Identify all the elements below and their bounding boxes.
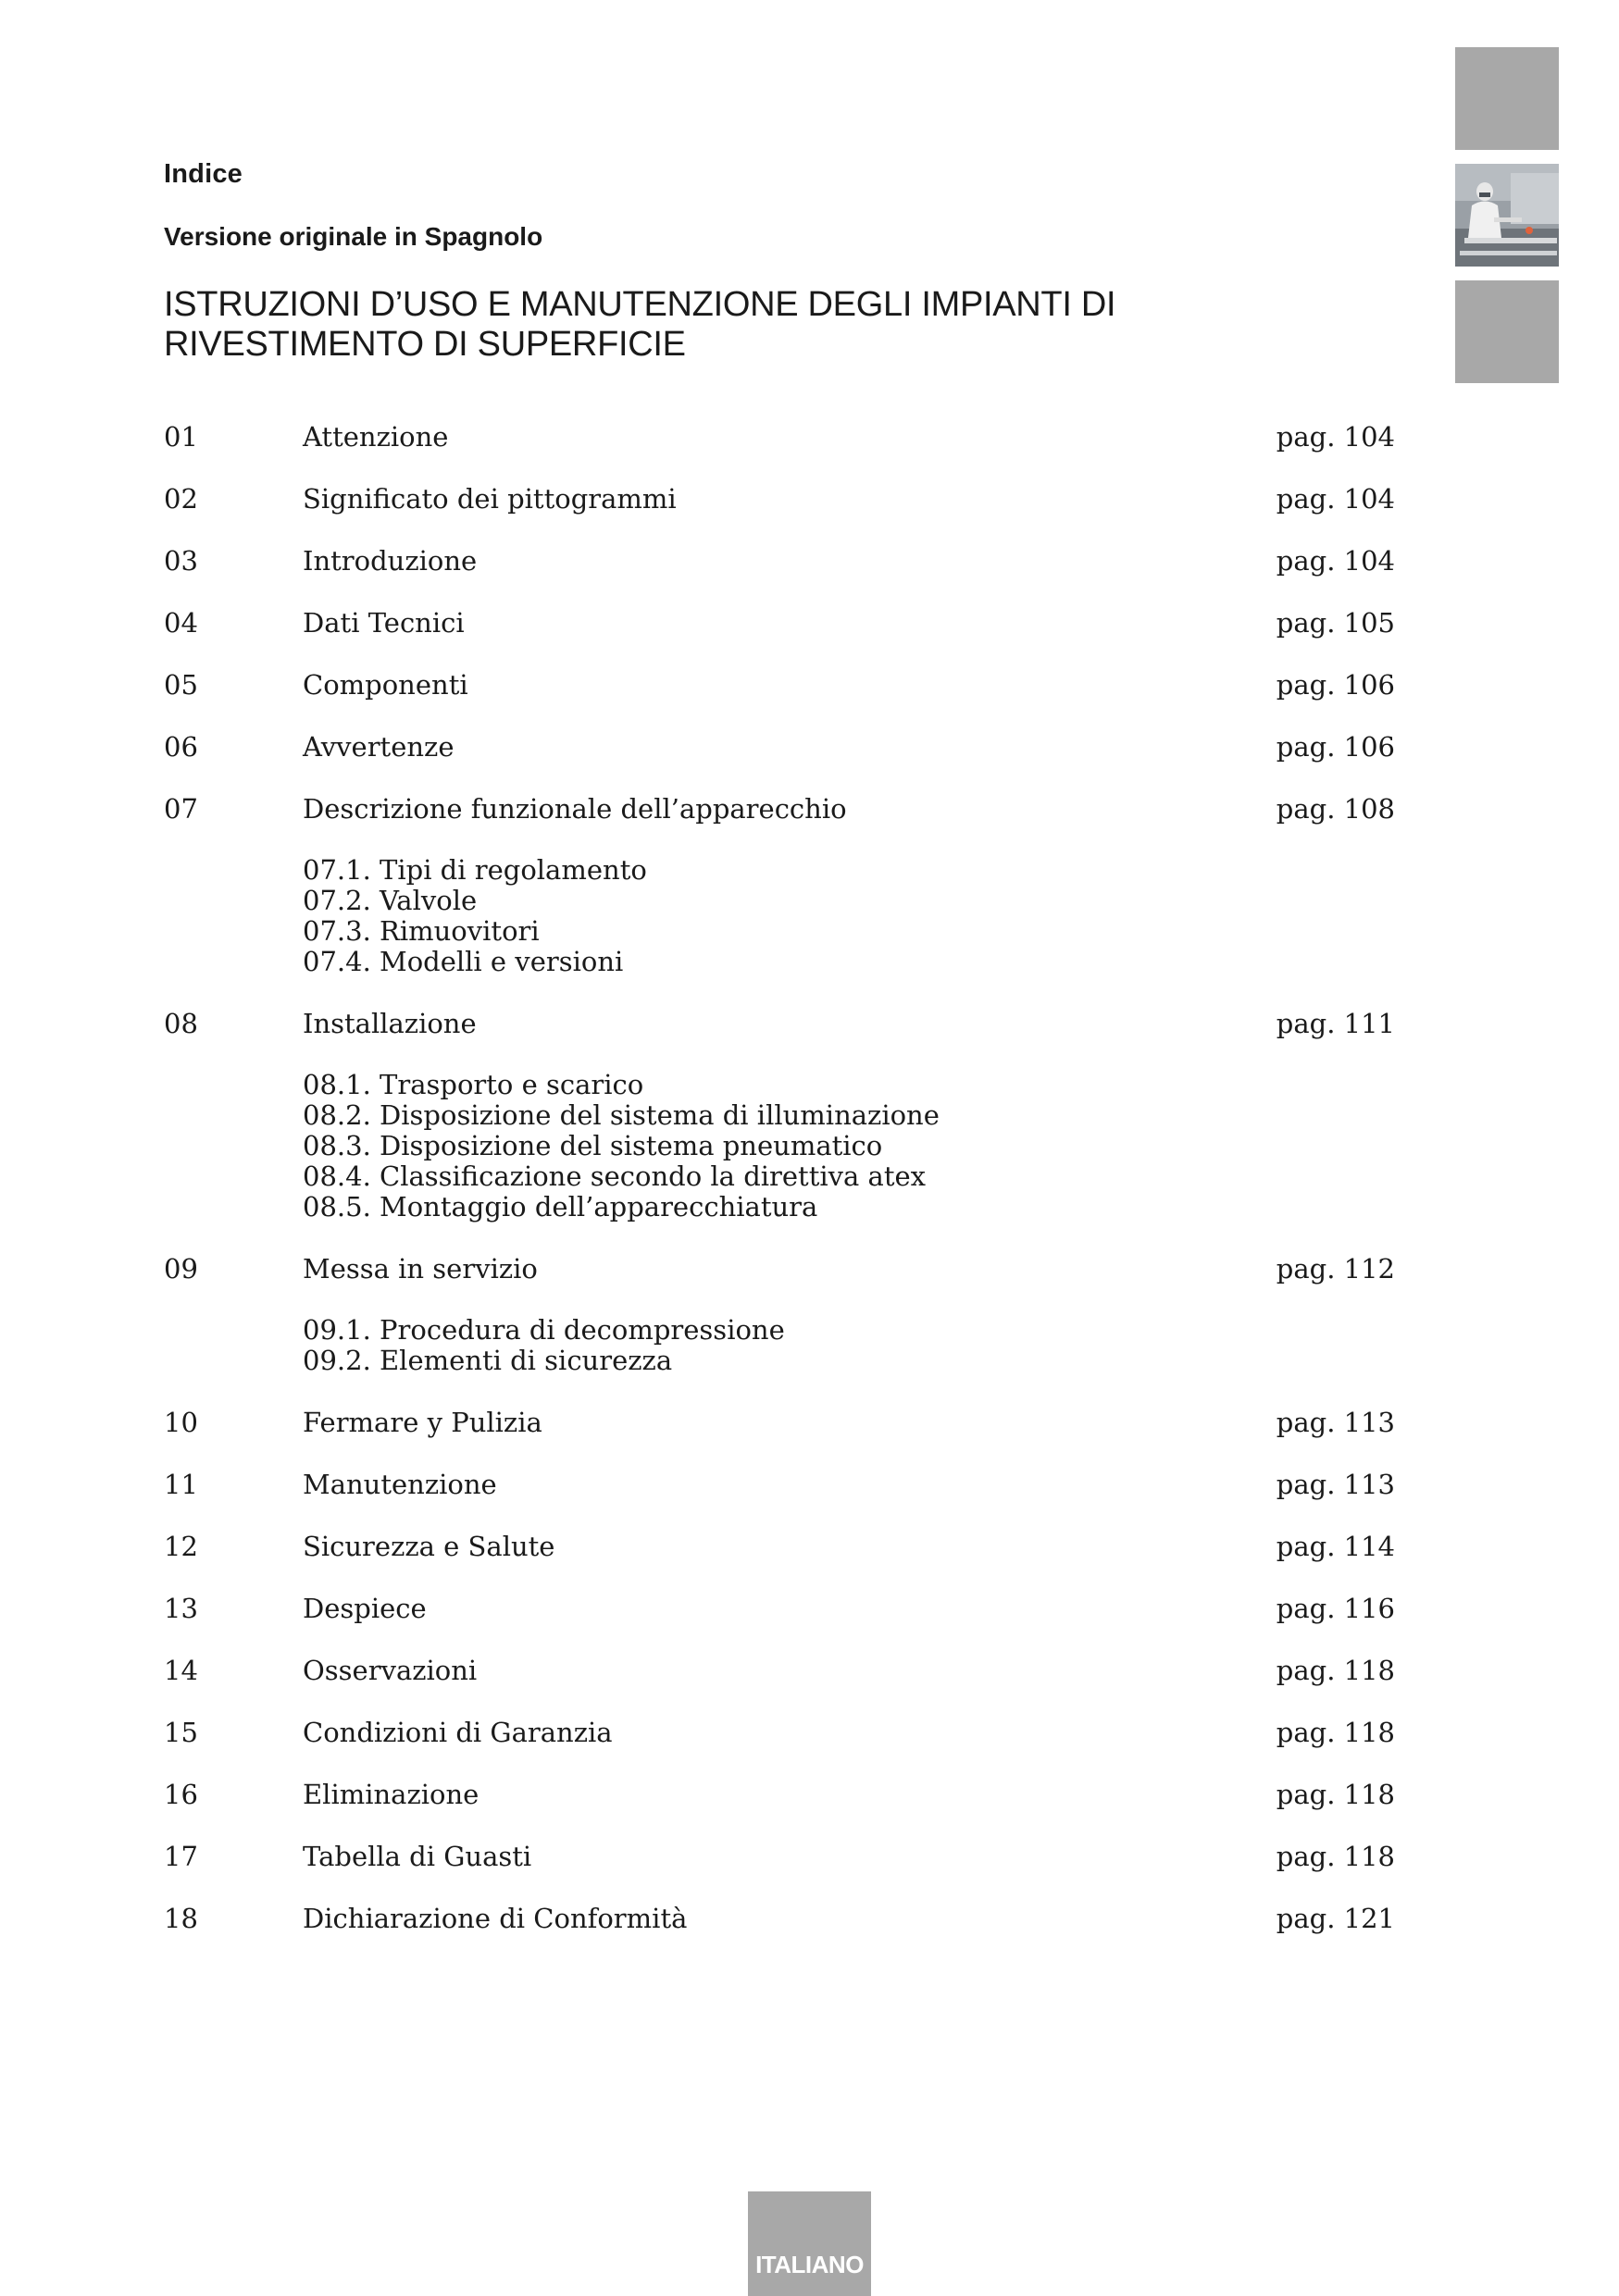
section-tab-bottom	[1455, 280, 1559, 383]
toc-entry-title: Despiece	[303, 1593, 427, 1624]
toc-entry[interactable]	[164, 1008, 1395, 1070]
toc-entry[interactable]	[164, 1841, 1395, 1903]
toc-entry-page: pag. 112	[1276, 1253, 1395, 1285]
toc-entry[interactable]	[164, 793, 1395, 855]
toc-subsection-item[interactable]: 07.3. Rimuovitori	[303, 915, 540, 947]
worker-photo-image	[1455, 164, 1559, 267]
toc-entry-number: 12	[164, 1531, 198, 1562]
toc-entry-page: pag. 104	[1276, 545, 1395, 577]
toc-entry-title: Componenti	[303, 669, 468, 701]
toc-entry-title: Tabella di Guasti	[303, 1841, 532, 1872]
toc-subsection-item[interactable]: 07.1. Tipi di regolamento	[303, 854, 647, 886]
toc-subsection-item[interactable]: 08.1. Trasporto e scarico	[303, 1069, 644, 1100]
toc-entry-number: 03	[164, 545, 198, 577]
toc-entry[interactable]	[164, 545, 1395, 607]
toc-entry-title: Attenzione	[303, 421, 449, 453]
toc-entry-number: 14	[164, 1655, 198, 1686]
toc-entry-page: pag. 113	[1276, 1469, 1395, 1500]
toc-entry-number: 18	[164, 1903, 198, 1934]
toc-entry-page: pag. 118	[1276, 1841, 1395, 1872]
toc-entry[interactable]	[164, 1469, 1395, 1531]
toc-entry-title: Introduzione	[303, 545, 478, 577]
toc-entry-page: pag. 118	[1276, 1717, 1395, 1748]
toc-entry-number: 05	[164, 669, 198, 701]
toc-entry[interactable]	[164, 669, 1395, 731]
toc-entry-number: 10	[164, 1407, 198, 1438]
toc-entry[interactable]	[164, 731, 1395, 793]
toc-entry-title: Installazione	[303, 1008, 477, 1039]
toc-entry-page: pag. 105	[1276, 607, 1395, 639]
toc-subsection-item[interactable]: 09.2. Elementi di sicurezza	[303, 1345, 673, 1376]
toc-entry-title: Manutenzione	[303, 1469, 497, 1500]
toc-entry-title: Fermare y Pulizia	[303, 1407, 542, 1438]
toc-subsection-list	[303, 855, 1395, 977]
language-tab-label: ITALIANO	[755, 2251, 864, 2278]
toc-entry[interactable]	[164, 483, 1395, 545]
index-heading: Indice	[164, 159, 243, 189]
toc-subsection-item[interactable]: 08.5. Montaggio dell’apparecchiatura	[303, 1191, 818, 1222]
document-title-line-2: RIVESTIMENTO DI SUPERFICIE	[164, 325, 686, 364]
toc-entry-page: pag. 104	[1276, 421, 1395, 453]
toc-entry-title: Significato dei pittogrammi	[303, 483, 677, 515]
toc-entry-title: Dichiarazione di Conformità	[303, 1903, 688, 1934]
toc-entry[interactable]	[164, 1407, 1395, 1469]
toc-subsection-list	[303, 1070, 1395, 1222]
toc-entry-number: 11	[164, 1469, 198, 1500]
language-tab	[748, 2191, 871, 2296]
toc-entry-title: Avvertenze	[303, 731, 455, 763]
toc-entry-number: 13	[164, 1593, 198, 1624]
toc-entry[interactable]	[164, 1593, 1395, 1655]
toc-entry-number: 15	[164, 1717, 198, 1748]
toc-entry-page: pag. 104	[1276, 483, 1395, 515]
toc-entry-page: pag. 111	[1276, 1008, 1395, 1039]
toc-entry-title: Sicurezza e Salute	[303, 1531, 555, 1562]
original-version-note: Versione originale in Spagnolo	[164, 222, 543, 251]
toc-entry-title: Condizioni di Garanzia	[303, 1717, 613, 1748]
toc-entry-title: Messa in servizio	[303, 1253, 538, 1285]
toc-entry-page: pag. 106	[1276, 669, 1395, 701]
toc-subsection-item[interactable]: 09.1. Procedura di decompressione	[303, 1314, 785, 1346]
toc-entry-number: 04	[164, 607, 198, 639]
toc-entry-page: pag. 118	[1276, 1779, 1395, 1810]
toc-entry-page: pag. 106	[1276, 731, 1395, 763]
toc-entry[interactable]	[164, 1779, 1395, 1841]
toc-entry-number: 02	[164, 483, 198, 515]
toc-entry[interactable]	[164, 1717, 1395, 1779]
toc-subsection-item[interactable]: 07.4. Modelli e versioni	[303, 946, 624, 977]
toc-entry-page: pag. 108	[1276, 793, 1395, 825]
toc-entry-page: pag. 113	[1276, 1407, 1395, 1438]
toc-entry-page: pag. 116	[1276, 1593, 1395, 1624]
toc-subsection-item[interactable]: 08.3. Disposizione del sistema pneumatico	[303, 1130, 883, 1161]
toc-entry-number: 01	[164, 421, 198, 453]
toc-entry-title: Dati Tecnici	[303, 607, 465, 639]
section-tab-photo	[1455, 164, 1559, 267]
toc-entry-number: 08	[164, 1008, 198, 1039]
toc-subsection-item[interactable]: 08.4. Classificazione secondo la direttiva atex	[303, 1160, 926, 1192]
toc-entry[interactable]	[164, 421, 1395, 483]
toc-subsection-item[interactable]: 07.2. Valvole	[303, 885, 478, 916]
toc-subsection-item[interactable]: 08.2. Disposizione del sistema di illuminazione	[303, 1099, 940, 1131]
document-title-line-1: ISTRUZIONI D’USO E MANUTENZIONE DEGLI IMPIANTI DI	[164, 285, 1116, 324]
toc-entry-number: 16	[164, 1779, 198, 1810]
toc-entry[interactable]	[164, 607, 1395, 669]
toc-entry-page: pag. 114	[1276, 1531, 1395, 1562]
section-tab-top	[1455, 47, 1559, 150]
toc-entry-title: Eliminazione	[303, 1779, 479, 1810]
toc-entry[interactable]	[164, 1903, 1395, 1965]
toc-entry[interactable]	[164, 1531, 1395, 1593]
toc-entry-number: 09	[164, 1253, 198, 1285]
toc-entry[interactable]	[164, 1655, 1395, 1717]
document-title	[164, 285, 1182, 365]
table-of-contents	[164, 421, 1395, 1965]
toc-entry[interactable]	[164, 1253, 1395, 1315]
toc-entry-number: 06	[164, 731, 198, 763]
toc-subsection-list	[303, 1315, 1395, 1376]
toc-entry-number: 07	[164, 793, 198, 825]
toc-entry-title: Descrizione funzionale dell’apparecchio	[303, 793, 847, 825]
toc-entry-number: 17	[164, 1841, 198, 1872]
toc-entry-page: pag. 118	[1276, 1655, 1395, 1686]
toc-entry-title: Osservazioni	[303, 1655, 478, 1686]
toc-entry-page: pag. 121	[1276, 1903, 1395, 1934]
